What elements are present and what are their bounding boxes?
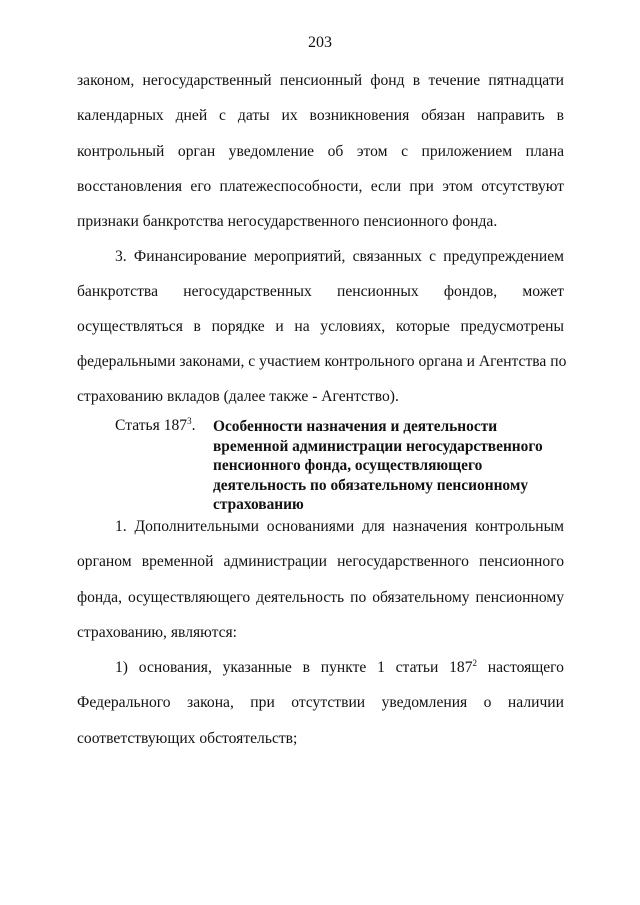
article-label-text: Статья 187 bbox=[115, 417, 188, 434]
text-line: Федерального закона, при отсутствии уведомления о наличии bbox=[77, 694, 564, 711]
text-line: восстановления его платежеспособности, если при этом отсутствуют bbox=[77, 178, 564, 195]
text-line: контрольный орган уведомление об этом с приложением плана bbox=[77, 143, 564, 160]
article-label-sup: 3 bbox=[187, 416, 192, 426]
text-line: 3. Финансирование мероприятий, связанных с предупреждением bbox=[115, 248, 564, 265]
text-line: страхованию, являются: bbox=[77, 624, 238, 641]
text-line: осуществляться в порядке и на условиях, которые предусмотрены bbox=[77, 318, 564, 335]
text-line: федеральными законами, с участием контрольного органа и Агентства по bbox=[77, 353, 567, 370]
item-sup: 2 bbox=[472, 658, 478, 668]
article-title-line: временной администрации негосударственного bbox=[213, 437, 543, 455]
article-label-suffix: . bbox=[191, 417, 196, 434]
text-line: страхованию вкладов (далее также - Агентство). bbox=[77, 388, 399, 405]
article-title-line: пенсионного фонда, осуществляющего bbox=[213, 457, 483, 474]
text-line: фонда, осуществляющего деятельность по обязательному пенсионному bbox=[77, 589, 564, 606]
item-text: 1) основания, указанные в пункте 1 статьи 187 bbox=[115, 659, 473, 676]
article-title-line: деятельность по обязательному пенсионному bbox=[213, 476, 529, 494]
text-line: 1. Дополнительными основаниями для назначения контрольным bbox=[115, 518, 564, 535]
article-title-line: страхованию bbox=[213, 496, 304, 513]
text-line: банкротства негосударственных пенсионных фондов, может bbox=[77, 283, 564, 300]
article-title-line: Особенности назначения и деятельности bbox=[213, 418, 498, 435]
article-title bbox=[213, 417, 543, 515]
page-number: 203 bbox=[308, 34, 332, 51]
list-item-line bbox=[115, 658, 564, 678]
text-line: признаки банкротства негосударственного пенсионного фонда. bbox=[77, 213, 498, 230]
item-text-suffix: настоящего bbox=[477, 659, 564, 676]
text-line: органом временной администрации негосударственного пенсионного bbox=[77, 553, 564, 570]
text-line: календарных дней с даты их возникновения обязан направить в bbox=[77, 107, 564, 124]
article-label bbox=[115, 416, 196, 436]
text-line: законом, негосударственный пенсионный фонд в течение пятнадцати bbox=[77, 72, 564, 89]
text-line: соответствующих обстоятельств; bbox=[77, 730, 298, 747]
